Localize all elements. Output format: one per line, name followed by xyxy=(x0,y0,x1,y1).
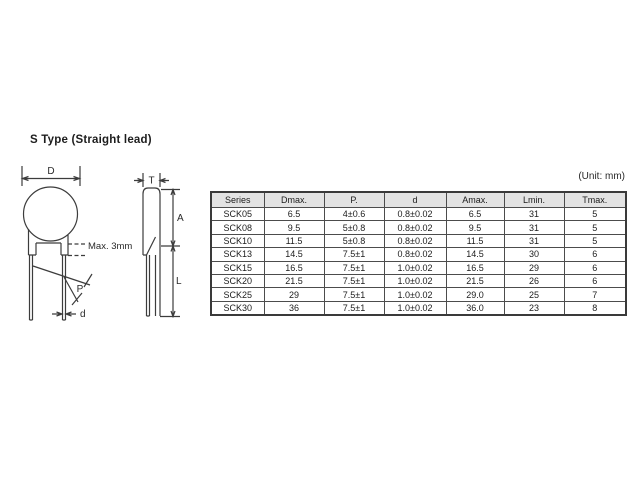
table-cell: 9.5 xyxy=(264,221,324,234)
table-cell: 30 xyxy=(504,248,564,261)
lead-length-label: L xyxy=(176,276,182,287)
table-cell: 16.5 xyxy=(446,261,504,274)
dimension-diagram xyxy=(0,155,200,330)
table-row xyxy=(211,208,626,221)
table-cell: 1.0±0.02 xyxy=(384,261,446,274)
table-header-row xyxy=(211,192,626,208)
table-cell: SCK20 xyxy=(211,274,264,287)
table-cell: SCK08 xyxy=(211,221,264,234)
table-cell: 26 xyxy=(504,274,564,287)
table-cell: 14.5 xyxy=(264,248,324,261)
column-header: P. xyxy=(324,192,384,208)
spec-table xyxy=(210,191,627,316)
table-cell: 11.5 xyxy=(446,234,504,247)
unit-note: (Unit: mm) xyxy=(578,171,625,182)
table-cell: 6 xyxy=(564,248,626,261)
table-cell: 25 xyxy=(504,288,564,301)
table-row xyxy=(211,234,626,247)
table-cell: 7.5±1 xyxy=(324,288,384,301)
table-cell: 7.5±1 xyxy=(324,274,384,287)
table-cell: 36 xyxy=(264,301,324,315)
table-cell: 4±0.6 xyxy=(324,208,384,221)
table-cell: 31 xyxy=(504,221,564,234)
max-coating-dashed-lines xyxy=(68,244,86,256)
table-cell: 23 xyxy=(504,301,564,315)
lead-diameter-annotation xyxy=(52,312,76,316)
table-row xyxy=(211,288,626,301)
table-row xyxy=(211,248,626,261)
table-cell: 5±0.8 xyxy=(324,221,384,234)
front-leads xyxy=(30,255,66,320)
column-header: Amax. xyxy=(446,192,504,208)
table-cell: 1.0±0.02 xyxy=(384,288,446,301)
table-cell: 21.5 xyxy=(264,274,324,287)
table-cell: 11.5 xyxy=(264,234,324,247)
diameter-label: D xyxy=(47,166,55,177)
table-cell: 8 xyxy=(564,301,626,315)
page-title: S Type (Straight lead) xyxy=(30,134,152,146)
front-view-diagram xyxy=(22,166,92,320)
table-cell: 5 xyxy=(564,221,626,234)
table-cell: 31 xyxy=(504,208,564,221)
table-cell: 0.8±0.02 xyxy=(384,208,446,221)
table-cell: 5 xyxy=(564,234,626,247)
table-cell: 6 xyxy=(564,274,626,287)
table-cell: 14.5 xyxy=(446,248,504,261)
column-header: Lmin. xyxy=(504,192,564,208)
lead-diameter-label: d xyxy=(80,309,86,320)
table-cell: 0.8±0.02 xyxy=(384,221,446,234)
table-cell: 7 xyxy=(564,288,626,301)
table-cell: SCK05 xyxy=(211,208,264,221)
table-cell: 7.5±1 xyxy=(324,248,384,261)
thickness-label: T xyxy=(148,175,155,187)
table-cell: 6 xyxy=(564,261,626,274)
table-cell: 6.5 xyxy=(264,208,324,221)
table-cell: 5±0.8 xyxy=(324,234,384,247)
table-row xyxy=(211,221,626,234)
table-cell: 5 xyxy=(564,208,626,221)
table-cell: 36.0 xyxy=(446,301,504,315)
table-cell: SCK13 xyxy=(211,248,264,261)
table-cell: SCK10 xyxy=(211,234,264,247)
side-body xyxy=(143,188,160,316)
pitch-label: P xyxy=(76,284,84,295)
table-cell: 29 xyxy=(264,288,324,301)
disc-body xyxy=(24,187,78,241)
table-cell: 9.5 xyxy=(446,221,504,234)
table-cell: 1.0±0.02 xyxy=(384,301,446,315)
table-cell: 0.8±0.02 xyxy=(384,248,446,261)
table-cell: SCK25 xyxy=(211,288,264,301)
table-cell: 29.0 xyxy=(446,288,504,301)
table-cell: 31 xyxy=(504,234,564,247)
body-height-label: A xyxy=(177,213,184,224)
coating-feet xyxy=(29,229,69,255)
table-cell: 29 xyxy=(504,261,564,274)
table-cell: 6.5 xyxy=(446,208,504,221)
table-cell: 1.0±0.02 xyxy=(384,274,446,287)
table-row xyxy=(211,261,626,274)
column-header: Tmax. xyxy=(564,192,626,208)
table-cell: 16.5 xyxy=(264,261,324,274)
column-header: Series xyxy=(211,192,264,208)
table-cell: 0.8±0.02 xyxy=(384,234,446,247)
side-view-diagram xyxy=(134,173,180,317)
table-cell: SCK30 xyxy=(211,301,264,315)
table-row xyxy=(211,301,626,315)
column-header: d xyxy=(384,192,446,208)
column-header: Dmax. xyxy=(264,192,324,208)
table-cell: SCK15 xyxy=(211,261,264,274)
table-cell: 7.5±1 xyxy=(324,261,384,274)
table-cell: 21.5 xyxy=(446,274,504,287)
side-leads xyxy=(147,255,156,316)
table-row xyxy=(211,274,626,287)
table-cell: 7.5±1 xyxy=(324,301,384,315)
a-l-dimension-lines xyxy=(160,190,180,317)
coating-note-label: Max. 3mm xyxy=(88,241,133,252)
